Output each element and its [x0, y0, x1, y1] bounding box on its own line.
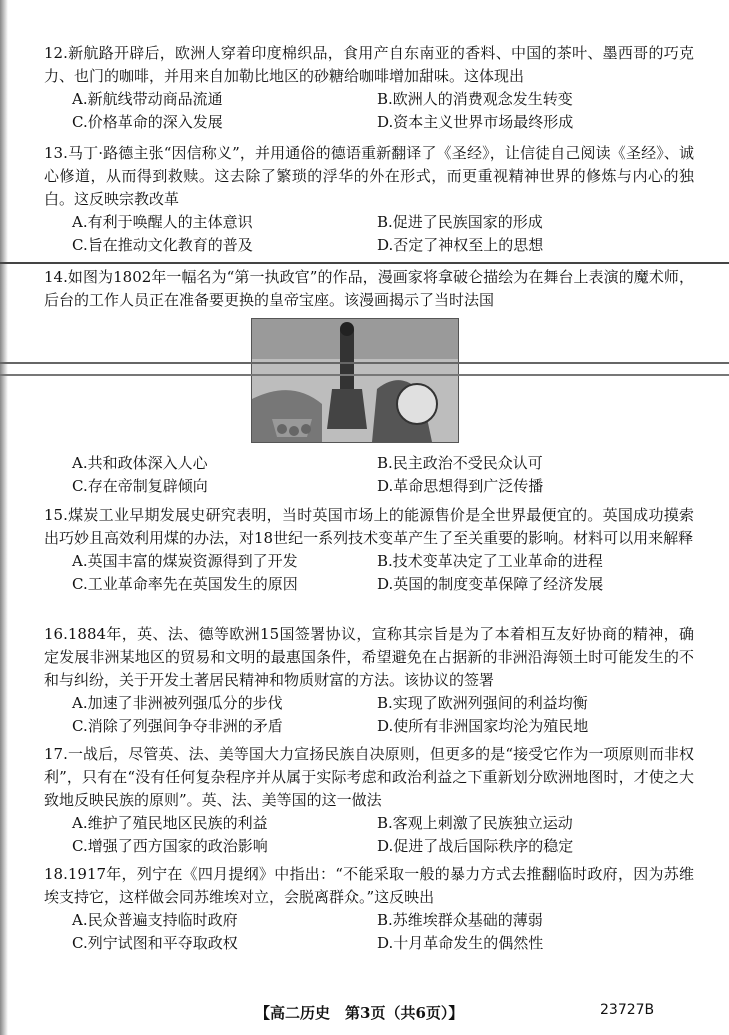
question-stem: 13.马丁·路德主张“因信称义”，并用通俗的德语重新翻译了《圣经》，让信徒自己阅读《圣经》、诚心修道，从而得到救赎。这去除了繁琐的浮华的外在形式，而更重视精神世界的修炼与内心的独白。这反映宗教改革	[44, 144, 694, 208]
option-a: A.共和政体深入人心	[72, 454, 208, 472]
option-d: D.资本主义世界市场最终形成	[377, 113, 574, 131]
options-grid	[72, 692, 694, 738]
question-stem: 17.一战后，尽管英、法、美等国大力宣扬民族自决原则，但更多的是“接受它作为一项原则而非权利”，只有在“没有任何复杂程序并从属于实际考虑和政治利益之下重新划分欧洲地图时，才使之大致地反映民族的原则”。英、法、美等国的这一做法	[44, 745, 694, 809]
question-stem: 12.新航路开辟后，欧洲人穿着印度棉织品，食用产自东南亚的香料、中国的茶叶、墨西哥的巧克力、也门的咖啡，并用来自加勒比地区的砂糖给咖啡增加甜味。这体现出	[44, 44, 694, 85]
option-a: A.维护了殖民地区民族的利益	[72, 814, 268, 832]
option-b: B.民主政治不受民众认可	[377, 454, 543, 472]
option-d: D.否定了神权至上的思想	[377, 236, 544, 254]
option-c: C.工业革命率先在英国发生的原因	[72, 575, 298, 593]
question-14-options	[44, 452, 694, 498]
option-b: B.技术变革决定了工业革命的进程	[377, 552, 603, 570]
question-stem: 14.如图为1802年一幅名为“第一执政官”的作品，漫画家将拿破仑描绘为在舞台上表演的魔术师，后台的工作人员正在准备要更换的皇帝宝座。该漫画揭示了当时法国	[44, 268, 694, 309]
option-d: D.英国的制度变革保障了经济发展	[377, 575, 604, 593]
option-a: A.加速了非洲被列强瓜分的步伐	[72, 694, 283, 712]
question-14	[44, 266, 694, 312]
option-c: C.存在帝制复辟倾向	[72, 477, 208, 495]
option-b: B.实现了欧洲列强间的利益均衡	[377, 694, 588, 712]
option-d: D.促进了战后国际秩序的稳定	[377, 837, 574, 855]
option-c: C.消除了列强间争夺非洲的矛盾	[72, 717, 283, 735]
option-a: A.民众普遍支持临时政府	[72, 911, 238, 929]
option-b: B.促进了民族国家的形成	[377, 213, 543, 231]
page-number-label: 【高二历史 第3页（共6页）】	[255, 1004, 464, 1022]
exam-code: 23727B	[600, 1002, 655, 1018]
question-stem: 16.1884年，英、法、德等欧洲15国签署协议，宣称其宗旨是为了本着相互友好协商的精神，确定发展非洲某地区的贸易和文明的最惠国条件，希望避免在占据新的非洲沿海领土时可能发生的不和与纠纷，关于开发土著居民精神和物质财富的方法。该协议的签署	[44, 625, 694, 689]
question-12	[44, 42, 694, 134]
question-18	[44, 863, 694, 955]
option-d: D.革命思想得到广泛传播	[377, 477, 544, 495]
question-13	[44, 142, 694, 257]
options-grid	[72, 88, 694, 134]
option-c: C.列宁试图和平夺取政权	[72, 934, 238, 952]
question-stem: 15.煤炭工业早期发展史研究表明，当时英国市场上的能源售价是全世界最便宜的。英国成功摸索出巧妙且高效利用煤的办法，对18世纪一系列技术变革产生了至关重要的影响。材料可以用来解释	[44, 506, 694, 547]
option-a: A.新航线带动商品流通	[72, 90, 223, 108]
option-b: B.客观上刺激了民族独立运动	[377, 814, 573, 832]
cartoon-illustration-icon	[252, 319, 458, 442]
scan-line	[0, 362, 729, 364]
option-c: C.增强了西方国家的政治影响	[72, 837, 268, 855]
napoleon-cartoon-image	[251, 318, 459, 443]
question-17	[44, 743, 694, 858]
question-16	[44, 623, 694, 738]
option-b: B.苏维埃群众基础的薄弱	[377, 911, 543, 929]
option-a: A.有利于唤醒人的主体意识	[72, 213, 253, 231]
option-c: C.旨在推动文化教育的普及	[72, 236, 253, 254]
scan-edge-shadow	[0, 0, 8, 1035]
options-grid	[72, 909, 694, 955]
options-grid	[72, 550, 694, 596]
options-grid	[72, 452, 694, 498]
options-grid	[72, 211, 694, 257]
option-c: C.价格革命的深入发展	[72, 113, 223, 131]
option-d: D.使所有非洲国家均沦为殖民地	[377, 717, 589, 735]
options-grid	[72, 812, 694, 858]
scan-line	[0, 262, 729, 264]
option-b: B.欧洲人的消费观念发生转变	[377, 90, 573, 108]
question-stem: 18.1917年，列宁在《四月提纲》中指出：“不能采取一般的暴力方式去推翻临时政府，因为苏维埃支持它，这样做会同苏维埃对立，会脱离群众。”这反映出	[44, 865, 694, 906]
scan-line	[0, 374, 729, 376]
option-d: D.十月革命发生的偶然性	[377, 934, 544, 952]
option-a: A.英国丰富的煤炭资源得到了开发	[72, 552, 298, 570]
question-15	[44, 504, 694, 596]
